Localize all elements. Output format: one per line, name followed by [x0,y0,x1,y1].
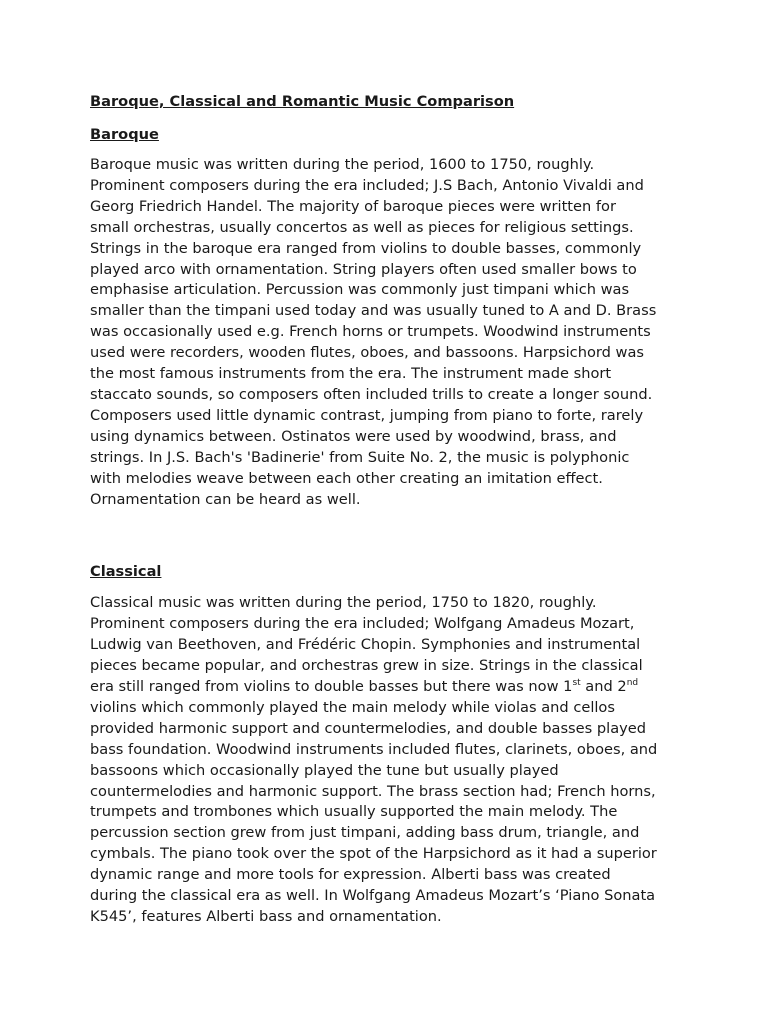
classical-heading: Classical [90,563,162,581]
paragraph-line: Strings in the baroque era ranged from violins to double basses, commonly [90,239,642,257]
baroque-heading: Baroque [90,126,159,143]
paragraph-line: percussion section grew from just timpani, adding bass drum, triangle, and [90,824,640,842]
ordinal-text-a: era still ranged from violins to double basses but there was now 1 [90,678,573,696]
paragraph-line: during the classical era as well. In Wolfgang Amadeus Mozart’s ‘Piano Sonata [90,887,656,905]
paragraph-line: using dynamics between. Ostinatos were used by woodwind, brass, and [90,427,617,445]
paragraph-line: smaller than the timpani used today and was usually tuned to A and D. Brass [90,302,657,320]
paragraph-line: used were recorders, wooden flutes, oboes, and bassoons. Harpsichord was [90,344,645,362]
ordinal-suffix-st: st [572,678,581,689]
paragraph-line: bass foundation. Woodwind instruments included flutes, clarinets, oboes, and [90,740,658,758]
paragraph-line: Georg Friedrich Handel. The majority of baroque pieces were written for [90,197,616,215]
paragraph-line: small orchestras, usually concertos as well as pieces for religious settings. [90,218,634,236]
baroque-paragraph [90,155,682,510]
paragraph-line: countermelodies and harmonic support. The brass section had; French horns, [90,782,656,800]
paragraph-line: staccato sounds, so composers often included trills to create a longer sound. [90,385,653,403]
paragraph-line: provided harmonic support and countermelodies, and double basses played [90,719,647,737]
paragraph-line: bassoons which occasionally played the tune but usually played [90,761,559,779]
paragraph-line: played arco with ornamentation. String players often used smaller bows to [90,260,637,278]
paragraph-line: was occasionally used e.g. French horns or trumpets. Woodwind instruments [90,323,651,341]
paragraph-line-ordinals [90,677,682,698]
paragraph-line: the most famous instruments from the era. The instrument made short [90,365,612,383]
paragraph-line: dynamic range and more tools for expression. Alberti bass was created [90,866,611,884]
paragraph-line: Prominent composers during the era included; Wolfgang Amadeus Mozart, [90,615,635,633]
ordinal-text-b: and 2 [580,678,627,696]
paragraph-line: Prominent composers during the era included; J.S Bach, Antonio Vivaldi and [90,176,644,194]
document-page [90,92,682,928]
paragraph-line: Classical music was written during the period, 1750 to 1820, roughly. [90,594,597,612]
paragraph-line: trumpets and trombones which usually supported the main melody. The [90,803,618,821]
paragraph-line: Ornamentation can be heard as well. [90,490,361,508]
paragraph-line: Ludwig van Beethoven, and Frédéric Chopin. Symphonies and instrumental [90,636,641,654]
paragraph-line: Composers used little dynamic contrast, jumping from piano to forte, rarely [90,406,644,424]
ordinal-suffix-nd: nd [626,678,639,689]
paragraph-line: emphasise articulation. Percussion was commonly just timpani which was [90,281,630,299]
paragraph-line: Baroque music was written during the period, 1600 to 1750, roughly. [90,156,595,173]
paragraph-line: with melodies weave between each other creating an imitation effect. [90,469,603,487]
paragraph-line: strings. In J.S. Bach's 'Badinerie' from Suite No. 2, the music is polyphonic [90,448,630,466]
paragraph-line: violins which commonly played the main melody while violas and cellos [90,698,615,716]
classical-paragraph [90,593,682,928]
paragraph-line: K545’, features Alberti bass and ornamentation. [90,908,442,925]
paragraph-line: pieces became popular, and orchestras grew in size. Strings in the classical [90,657,643,675]
paragraph-line: cymbals. The piano took over the spot of the Harpsichord as it had a superior [90,845,657,863]
document-title: Baroque, Classical and Romantic Music Comparison [90,93,515,110]
